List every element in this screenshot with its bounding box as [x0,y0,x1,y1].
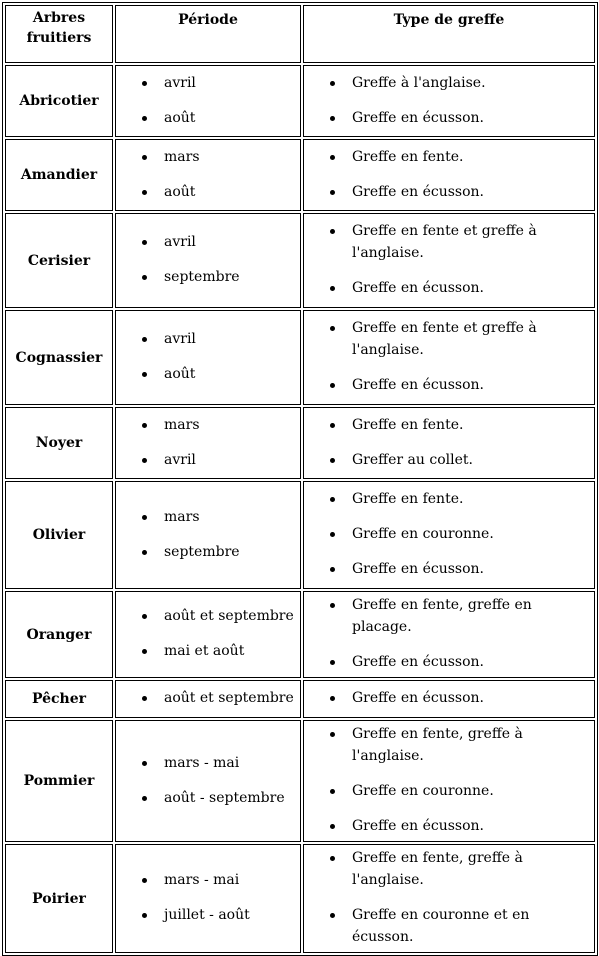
list-item [304,651,594,673]
table-row [5,310,595,405]
bullet-icon [142,240,147,245]
graft-type-cell [303,591,595,678]
period-list [116,867,300,930]
bullet-icon [330,190,335,195]
tree-name-cell: Poirier [5,844,113,953]
bullet-icon [330,229,335,234]
bullet-icon [330,732,335,737]
table-row [5,591,595,678]
graft-type-cell [303,407,595,479]
period-text: avril [164,331,196,347]
list-item [304,594,594,638]
period-cell [115,213,301,308]
bullet-icon [330,326,335,331]
graft-type-text: Greffe en fente. [352,416,464,433]
period-text: septembre [164,269,240,285]
period-text: août - septembre [164,789,285,806]
period-text: mai et août [164,643,245,659]
graft-type-text: Greffe en écusson. [352,654,485,670]
header-graft-type: Type de greffe [303,5,595,63]
grafting-table [2,2,598,956]
bullet-icon [142,550,147,555]
bullet-icon [330,567,335,572]
period-text: mars [164,416,200,433]
graft-type-text: Greffe en fente, greffe en placage. [352,597,532,635]
bullet-icon [142,155,147,160]
table-body [5,65,595,953]
bullet-icon [330,81,335,86]
bullet-icon [330,286,335,291]
list-item [116,541,300,563]
graft-type-text: Greffe en couronne. [352,526,494,542]
graft-type-text: Greffe à l'anglaise. [352,74,486,91]
bullet-icon [142,614,147,619]
list-item [116,869,300,891]
graft-type-text: Greffe en fente et greffe à l'anglaise. [352,320,537,358]
bullet-icon [330,155,335,160]
tree-name-cell: Amandier [5,139,113,211]
bullet-icon [330,497,335,502]
period-cell [115,139,301,211]
header-fruit-trees: Arbres fruitiers [5,5,113,63]
period-text: avril [164,234,196,250]
list-item [304,107,594,129]
graft-type-text: Greffe en fente et greffe à l'anglaise. [352,223,537,261]
bullet-icon [142,423,147,428]
period-text: mars - mai [164,754,240,771]
list-item [116,363,300,385]
bullet-icon [330,532,335,537]
list-item [304,449,594,471]
graft-type-text: Greffe en écusson. [352,561,485,577]
period-text: août [164,366,196,382]
tree-name-cell: Cognassier [5,310,113,405]
period-text: mars [164,148,200,165]
bullet-icon [330,789,335,794]
graft-type-list [304,412,594,475]
bullet-icon [142,796,147,801]
list-item [304,317,594,361]
graft-type-text: Greffer au collet. [352,451,473,468]
list-item [304,687,594,709]
graft-type-text: Greffe en écusson. [352,818,485,834]
list-item [116,328,300,350]
graft-type-list [304,845,594,952]
bullet-icon [330,458,335,463]
list-item [304,488,594,510]
graft-type-text: Greffe en fente, greffe à l'anglaise. [352,726,523,764]
graft-type-cell [303,481,595,589]
period-cell [115,591,301,678]
header-row [5,5,595,63]
bullet-icon [330,116,335,121]
period-list [116,603,300,666]
graft-type-text: Greffe en fente. [352,148,464,165]
bullet-icon [330,696,335,701]
tree-name-cell: Oranger [5,591,113,678]
bullet-icon [142,275,147,280]
graft-type-cell [303,213,595,308]
period-text: août [164,109,196,126]
period-text: mars - mai [164,872,240,888]
period-text: septembre [164,543,240,560]
graft-type-cell [303,680,595,718]
bullet-icon [330,603,335,608]
graft-type-text: Greffe en écusson. [352,183,485,200]
table-row [5,65,595,137]
period-list [116,750,300,813]
period-text: avril [164,451,196,468]
graft-type-text: Greffe en fente, greffe à l'anglaise. [352,850,523,888]
graft-type-text: Greffe en écusson. [352,280,485,296]
bullet-icon [330,660,335,665]
list-item [116,449,300,471]
graft-type-text: Greffe en couronne. [352,783,494,799]
list-item [304,374,594,396]
list-item [304,146,594,168]
bullet-icon [330,383,335,388]
period-text: août et septembre [164,608,294,624]
table-row [5,213,595,308]
list-item [304,904,594,948]
graft-type-list [304,315,594,400]
period-text: juillet - août [164,907,250,923]
list-item [304,414,594,436]
period-text: avril [164,74,196,91]
graft-type-list [304,592,594,677]
list-item [116,640,300,662]
list-item [116,72,300,94]
period-cell [115,680,301,718]
list-item [304,815,594,837]
period-text: août et septembre [164,690,294,706]
bullet-icon [142,190,147,195]
graft-type-cell [303,65,595,137]
graft-type-list [304,70,594,133]
bullet-icon [330,913,335,918]
table-row [5,407,595,479]
period-list [116,412,300,475]
list-item [304,181,594,203]
graft-type-list [304,486,594,584]
list-item [304,780,594,802]
list-item [304,220,594,264]
list-item [116,752,300,774]
list-item [116,414,300,436]
period-list [116,229,300,292]
list-item [304,72,594,94]
graft-type-cell [303,310,595,405]
graft-type-text: Greffe en écusson. [352,109,485,126]
table-row [5,720,595,842]
graft-type-list [304,721,594,841]
tree-name-cell: Noyer [5,407,113,479]
graft-type-text: Greffe en couronne et en écusson. [352,907,530,945]
list-item [304,523,594,545]
bullet-icon [142,337,147,342]
table-row [5,844,595,953]
list-item [116,605,300,627]
tree-name-cell: Abricotier [5,65,113,137]
list-item [304,277,594,299]
period-cell [115,481,301,589]
tree-name-cell: Cerisier [5,213,113,308]
table-row [5,139,595,211]
graft-type-text: Greffe en écusson. [352,690,485,706]
bullet-icon [142,372,147,377]
graft-type-list [304,685,594,713]
period-cell [115,844,301,953]
list-item [116,687,300,709]
list-item [116,146,300,168]
list-item [304,558,594,580]
table-row [5,680,595,718]
list-item [116,266,300,288]
bullet-icon [142,649,147,654]
graft-type-text: Greffe en fente. [352,491,464,507]
header-period: Période [115,5,301,63]
list-item [304,847,594,891]
period-cell [115,720,301,842]
bullet-icon [142,515,147,520]
period-list [116,326,300,389]
bullet-icon [330,423,335,428]
period-list [116,685,300,713]
list-item [116,231,300,253]
tree-name-cell: Pommier [5,720,113,842]
graft-type-cell [303,139,595,211]
bullet-icon [142,878,147,883]
period-cell [115,310,301,405]
table-row [5,481,595,589]
period-text: mars [164,508,200,525]
list-item [116,181,300,203]
period-cell [115,407,301,479]
period-list [116,70,300,133]
list-item [116,904,300,926]
graft-type-cell [303,844,595,953]
bullet-icon [142,116,147,121]
bullet-icon [142,458,147,463]
period-list [116,144,300,207]
period-text: août [164,183,196,200]
graft-type-list [304,218,594,303]
bullet-icon [330,856,335,861]
graft-type-cell [303,720,595,842]
graft-type-list [304,144,594,207]
tree-name-cell: Olivier [5,481,113,589]
period-list [116,504,300,567]
list-item [304,723,594,767]
bullet-icon [330,824,335,829]
list-item [116,506,300,528]
list-item [116,107,300,129]
bullet-icon [142,81,147,86]
bullet-icon [142,761,147,766]
bullet-icon [142,913,147,918]
period-cell [115,65,301,137]
list-item [116,787,300,809]
bullet-icon [142,696,147,701]
graft-type-text: Greffe en écusson. [352,377,485,393]
tree-name-cell: Pêcher [5,680,113,718]
